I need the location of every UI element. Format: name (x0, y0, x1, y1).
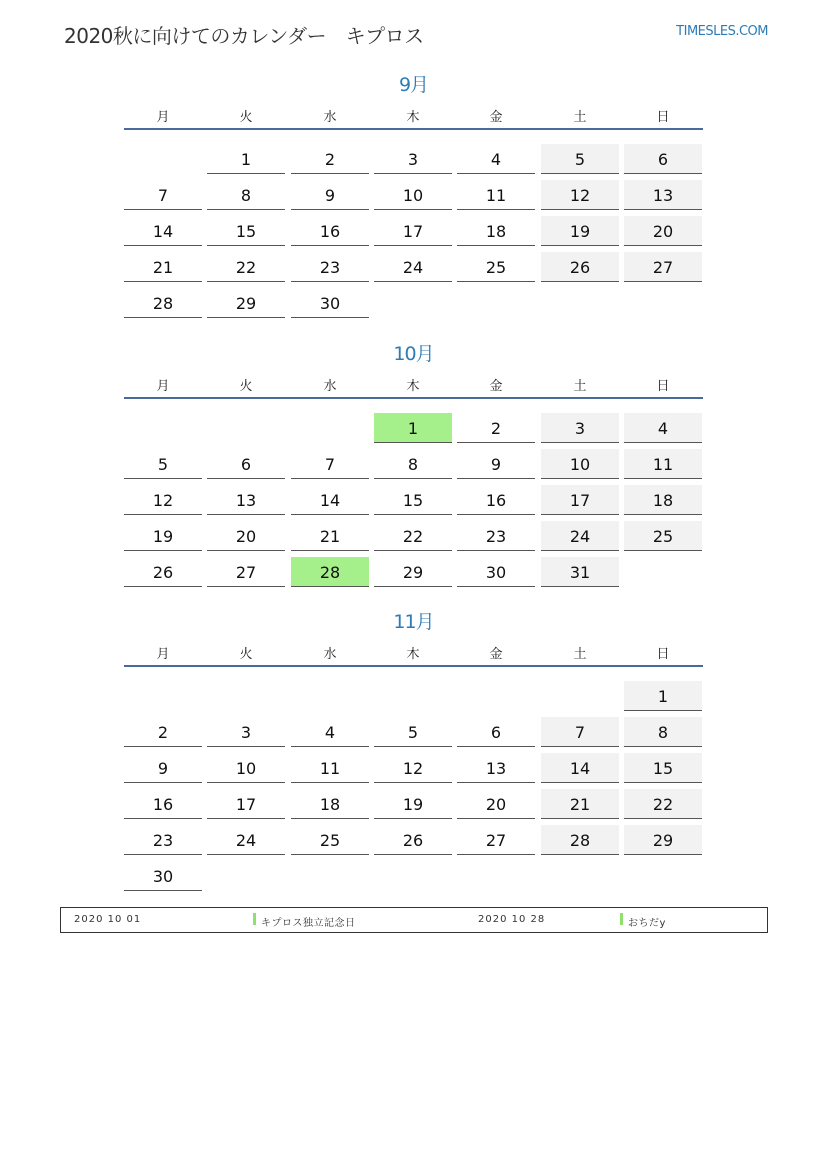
weekday-header: 金 (489, 379, 503, 394)
day-cell[interactable]: 12 (124, 485, 202, 515)
weekday-header: 木 (406, 110, 420, 125)
day-cell[interactable]: 10 (207, 753, 285, 783)
day-cell[interactable]: 22 (624, 789, 702, 819)
event-color-marker (253, 913, 256, 925)
day-cell[interactable]: 15 (374, 485, 452, 515)
weekday-header: 木 (406, 647, 420, 662)
day-cell[interactable]: 3 (207, 717, 285, 747)
event-date: 2020 10 01 (74, 914, 142, 925)
day-cell[interactable]: 8 (624, 717, 702, 747)
day-cell[interactable]: 11 (624, 449, 702, 479)
day-cell[interactable]: 26 (124, 557, 202, 587)
day-cell[interactable]: 31 (541, 557, 619, 587)
day-cell[interactable]: 25 (457, 252, 535, 282)
day-cell[interactable]: 4 (457, 144, 535, 174)
day-cell[interactable]: 8 (374, 449, 452, 479)
header-rule (124, 397, 703, 399)
day-cell[interactable]: 13 (624, 180, 702, 210)
day-cell[interactable]: 11 (457, 180, 535, 210)
day-cell[interactable]: 26 (541, 252, 619, 282)
day-cell[interactable]: 15 (624, 753, 702, 783)
header-rule (124, 665, 703, 667)
day-cell[interactable]: 1 (374, 413, 452, 443)
day-cell[interactable]: 23 (124, 825, 202, 855)
day-cell[interactable]: 21 (124, 252, 202, 282)
month-title: 9月 (398, 74, 429, 96)
day-cell[interactable]: 3 (374, 144, 452, 174)
weekday-header: 日 (656, 647, 670, 662)
day-cell[interactable]: 9 (124, 753, 202, 783)
month-title: 10月 (393, 343, 434, 365)
day-cell[interactable]: 30 (457, 557, 535, 587)
day-cell[interactable]: 7 (291, 449, 369, 479)
events-box (60, 907, 768, 933)
day-cell[interactable]: 28 (541, 825, 619, 855)
event-date: 2020 10 28 (478, 914, 546, 925)
day-cell[interactable]: 18 (291, 789, 369, 819)
day-cell[interactable]: 9 (291, 180, 369, 210)
day-cell[interactable]: 14 (541, 753, 619, 783)
weekday-header: 日 (656, 110, 670, 125)
day-cell[interactable]: 6 (624, 144, 702, 174)
day-cell[interactable]: 10 (374, 180, 452, 210)
page-title: 2020秋に向けてのカレンダー キプロス (64, 24, 424, 48)
weekday-header: 土 (573, 379, 587, 394)
day-cell[interactable]: 22 (207, 252, 285, 282)
weekday-header: 火 (239, 110, 253, 125)
weekday-header: 水 (323, 110, 337, 125)
day-cell[interactable]: 19 (374, 789, 452, 819)
day-cell[interactable]: 13 (457, 753, 535, 783)
day-cell[interactable]: 17 (207, 789, 285, 819)
day-cell[interactable]: 24 (541, 521, 619, 551)
event-color-marker (620, 913, 623, 925)
day-cell[interactable]: 5 (374, 717, 452, 747)
event-name: キプロス独立記念日 (261, 918, 356, 929)
day-cell[interactable]: 26 (374, 825, 452, 855)
weekday-header: 土 (573, 110, 587, 125)
header-rule (124, 128, 703, 130)
day-cell[interactable]: 23 (291, 252, 369, 282)
day-cell[interactable]: 13 (207, 485, 285, 515)
day-cell[interactable]: 24 (374, 252, 452, 282)
day-cell[interactable]: 2 (457, 413, 535, 443)
day-cell[interactable]: 2 (124, 717, 202, 747)
day-cell[interactable]: 29 (624, 825, 702, 855)
day-cell[interactable]: 12 (541, 180, 619, 210)
day-cell[interactable]: 27 (624, 252, 702, 282)
day-cell[interactable]: 6 (207, 449, 285, 479)
day-cell[interactable]: 16 (124, 789, 202, 819)
day-cell[interactable]: 5 (541, 144, 619, 174)
day-cell[interactable]: 28 (291, 557, 369, 587)
day-cell[interactable]: 20 (207, 521, 285, 551)
day-cell[interactable]: 21 (541, 789, 619, 819)
day-cell[interactable]: 20 (457, 789, 535, 819)
day-cell[interactable]: 14 (291, 485, 369, 515)
weekday-header: 水 (323, 647, 337, 662)
day-cell[interactable]: 11 (291, 753, 369, 783)
day-cell[interactable]: 9 (457, 449, 535, 479)
day-cell[interactable]: 21 (291, 521, 369, 551)
month-title: 11月 (393, 611, 434, 633)
day-cell[interactable]: 8 (207, 180, 285, 210)
day-cell[interactable]: 23 (457, 521, 535, 551)
day-cell[interactable]: 15 (207, 216, 285, 246)
day-cell[interactable]: 29 (374, 557, 452, 587)
day-cell[interactable]: 17 (541, 485, 619, 515)
day-cell[interactable]: 18 (624, 485, 702, 515)
day-cell[interactable]: 5 (124, 449, 202, 479)
day-cell[interactable]: 22 (374, 521, 452, 551)
day-cell[interactable]: 30 (291, 288, 369, 318)
weekday-header: 土 (573, 647, 587, 662)
day-cell[interactable]: 7 (124, 180, 202, 210)
weekday-header: 月 (156, 110, 170, 125)
weekday-header: 日 (656, 379, 670, 394)
day-cell[interactable]: 4 (291, 717, 369, 747)
day-cell[interactable]: 10 (541, 449, 619, 479)
day-cell[interactable]: 16 (457, 485, 535, 515)
weekday-header: 金 (489, 110, 503, 125)
day-cell[interactable]: 30 (124, 861, 202, 891)
weekday-header: 金 (489, 647, 503, 662)
day-cell[interactable]: 4 (624, 413, 702, 443)
day-cell[interactable]: 16 (291, 216, 369, 246)
day-cell[interactable]: 27 (207, 557, 285, 587)
day-cell[interactable]: 18 (457, 216, 535, 246)
day-cell[interactable]: 19 (124, 521, 202, 551)
weekday-header: 火 (239, 379, 253, 394)
day-cell[interactable]: 19 (541, 216, 619, 246)
day-cell[interactable]: 2 (291, 144, 369, 174)
site-link[interactable]: TIMESLES.COM (676, 24, 768, 39)
day-cell[interactable]: 20 (624, 216, 702, 246)
day-cell[interactable]: 1 (207, 144, 285, 174)
day-cell[interactable]: 1 (624, 681, 702, 711)
day-cell[interactable]: 7 (541, 717, 619, 747)
day-cell[interactable]: 3 (541, 413, 619, 443)
day-cell[interactable]: 14 (124, 216, 202, 246)
weekday-header: 月 (156, 647, 170, 662)
weekday-header: 水 (323, 379, 337, 394)
weekday-header: 木 (406, 379, 420, 394)
event-name: おちだy (628, 918, 666, 929)
day-cell[interactable]: 17 (374, 216, 452, 246)
day-cell[interactable]: 29 (207, 288, 285, 318)
day-cell[interactable]: 27 (457, 825, 535, 855)
day-cell[interactable]: 12 (374, 753, 452, 783)
day-cell[interactable]: 24 (207, 825, 285, 855)
day-cell[interactable]: 25 (624, 521, 702, 551)
day-cell[interactable]: 28 (124, 288, 202, 318)
weekday-header: 月 (156, 379, 170, 394)
day-cell[interactable]: 25 (291, 825, 369, 855)
day-cell[interactable]: 6 (457, 717, 535, 747)
weekday-header: 火 (239, 647, 253, 662)
